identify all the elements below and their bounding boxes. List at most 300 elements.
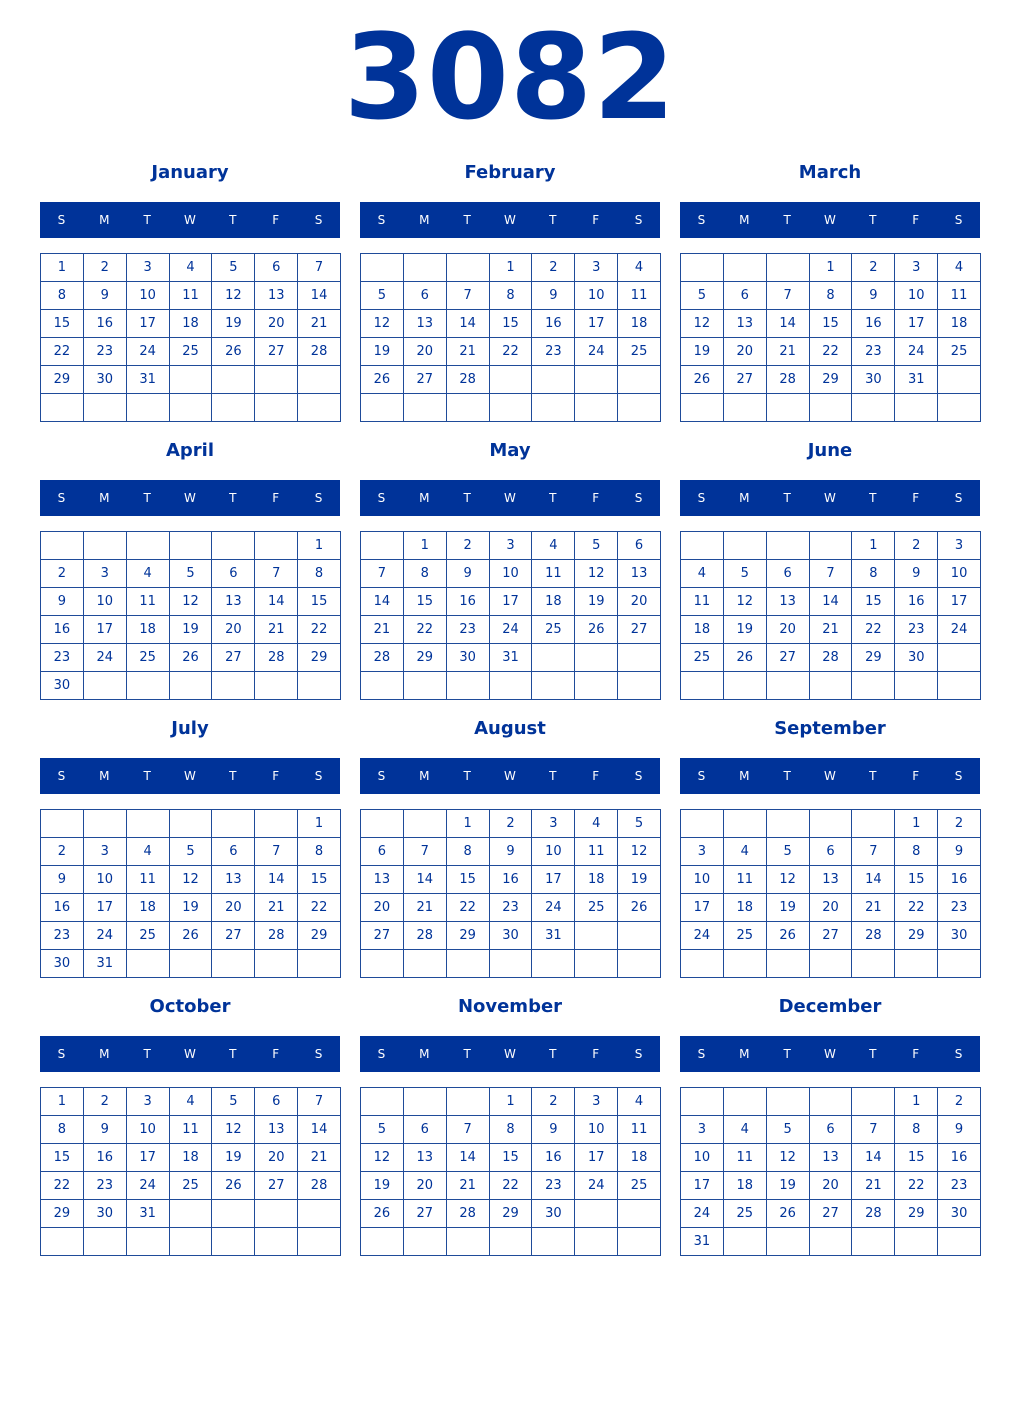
- month-january: [40, 156, 340, 422]
- day-cell: 5: [170, 560, 213, 588]
- empty-day-cell: [810, 950, 853, 978]
- day-cell: 5: [361, 1116, 404, 1144]
- empty-day-cell: [212, 1228, 255, 1256]
- day-cell: 26: [212, 1172, 255, 1200]
- day-cell: 1: [852, 532, 895, 560]
- weekday-header: S: [697, 491, 706, 505]
- day-cell: 4: [170, 254, 213, 282]
- day-cell: 7: [404, 838, 447, 866]
- day-cell: 9: [532, 282, 575, 310]
- day-cell: 18: [724, 1172, 767, 1200]
- day-cell: 8: [490, 282, 533, 310]
- empty-day-cell: [810, 1228, 853, 1256]
- day-cell: 27: [810, 1200, 853, 1228]
- day-cell: 27: [404, 366, 447, 394]
- day-cell: 20: [212, 894, 255, 922]
- weekday-header-row: [40, 202, 340, 238]
- empty-day-cell: [724, 394, 767, 422]
- day-cell: 6: [404, 282, 447, 310]
- day-cell: 21: [298, 310, 341, 338]
- empty-day-cell: [767, 810, 810, 838]
- day-cell: 19: [361, 338, 404, 366]
- weekday-header-row: [680, 480, 980, 516]
- day-cell: 3: [127, 1088, 170, 1116]
- day-cell: 23: [84, 338, 127, 366]
- day-cell: 26: [361, 366, 404, 394]
- empty-day-cell: [490, 1228, 533, 1256]
- weekday-header: S: [377, 491, 386, 505]
- day-cell: 30: [41, 950, 84, 978]
- month-august: [360, 712, 660, 978]
- empty-day-cell: [447, 672, 490, 700]
- weekday-header-row: [360, 758, 660, 794]
- day-cell: 4: [127, 560, 170, 588]
- day-cell: 4: [127, 838, 170, 866]
- empty-day-cell: [298, 366, 341, 394]
- day-cell: 27: [724, 366, 767, 394]
- day-cell: 14: [255, 588, 298, 616]
- day-cell: 30: [41, 672, 84, 700]
- weekday-header: S: [634, 1047, 643, 1061]
- day-cell: 13: [404, 1144, 447, 1172]
- day-cell: 27: [618, 616, 661, 644]
- day-cell: 4: [938, 254, 981, 282]
- day-cell: 21: [361, 616, 404, 644]
- day-cell: 23: [84, 1172, 127, 1200]
- empty-day-cell: [810, 394, 853, 422]
- day-cell: 23: [895, 616, 938, 644]
- weekday-header: F: [912, 769, 920, 783]
- empty-day-cell: [255, 366, 298, 394]
- day-cell: 13: [212, 588, 255, 616]
- day-cell: 30: [490, 922, 533, 950]
- day-cell: 28: [255, 644, 298, 672]
- empty-day-cell: [532, 950, 575, 978]
- day-cell: 17: [490, 588, 533, 616]
- day-cell: 17: [895, 310, 938, 338]
- day-cell: 12: [361, 310, 404, 338]
- day-cell: 15: [404, 588, 447, 616]
- weekday-header: T: [463, 213, 471, 227]
- day-cell: 26: [767, 922, 810, 950]
- day-cell: 31: [84, 950, 127, 978]
- day-cell: 16: [41, 894, 84, 922]
- day-cell: 7: [810, 560, 853, 588]
- day-cell: 23: [41, 922, 84, 950]
- month-march: [680, 156, 980, 422]
- empty-day-cell: [255, 810, 298, 838]
- day-cell: 15: [895, 1144, 938, 1172]
- day-cell: 20: [810, 894, 853, 922]
- day-cell: 26: [212, 338, 255, 366]
- day-cell: 16: [895, 588, 938, 616]
- weekday-header: W: [184, 769, 196, 783]
- day-cell: 24: [575, 1172, 618, 1200]
- weekday-header: T: [783, 213, 791, 227]
- empty-day-cell: [84, 810, 127, 838]
- day-cell: 23: [490, 894, 533, 922]
- day-cell: 25: [618, 338, 661, 366]
- day-cell: 19: [681, 338, 724, 366]
- empty-day-cell: [618, 950, 661, 978]
- day-cell: 21: [447, 1172, 490, 1200]
- day-cell: 8: [41, 282, 84, 310]
- day-cell: 7: [298, 254, 341, 282]
- weekday-header: S: [634, 769, 643, 783]
- day-cell: 4: [618, 1088, 661, 1116]
- day-cell: 6: [255, 1088, 298, 1116]
- month-title: June: [807, 440, 853, 461]
- weekday-header: W: [824, 769, 836, 783]
- empty-day-cell: [938, 672, 981, 700]
- day-cell: 25: [170, 338, 213, 366]
- weekday-header: M: [99, 1047, 110, 1061]
- month-july: [40, 712, 340, 978]
- day-cell: 15: [852, 588, 895, 616]
- day-cell: 31: [490, 644, 533, 672]
- day-cell: 8: [447, 838, 490, 866]
- day-cell: 5: [170, 838, 213, 866]
- weekday-header: S: [697, 1047, 706, 1061]
- day-cell: 12: [618, 838, 661, 866]
- day-cell: 11: [532, 560, 575, 588]
- empty-day-cell: [127, 1228, 170, 1256]
- day-cell: 18: [127, 894, 170, 922]
- day-cell: 6: [255, 254, 298, 282]
- day-cell: 19: [212, 310, 255, 338]
- weekday-header: M: [739, 769, 750, 783]
- day-cell: 2: [938, 1088, 981, 1116]
- weekday-header: S: [377, 213, 386, 227]
- day-cell: 10: [127, 282, 170, 310]
- day-cell: 29: [298, 922, 341, 950]
- day-cell: 13: [212, 866, 255, 894]
- empty-day-cell: [404, 950, 447, 978]
- day-cell: 11: [127, 588, 170, 616]
- day-cell: 19: [767, 894, 810, 922]
- empty-day-cell: [212, 532, 255, 560]
- day-cell: 5: [575, 532, 618, 560]
- day-cell: 31: [532, 922, 575, 950]
- day-cell: 22: [852, 616, 895, 644]
- empty-day-cell: [810, 1088, 853, 1116]
- day-cell: 20: [255, 1144, 298, 1172]
- weekday-header-row: [40, 758, 340, 794]
- day-cell: 10: [84, 588, 127, 616]
- empty-day-cell: [575, 394, 618, 422]
- day-cell: 17: [84, 894, 127, 922]
- day-cell: 3: [127, 254, 170, 282]
- day-cell: 20: [361, 894, 404, 922]
- day-cell: 2: [532, 1088, 575, 1116]
- day-cell: 30: [852, 366, 895, 394]
- day-cell: 26: [170, 922, 213, 950]
- day-cell: 16: [852, 310, 895, 338]
- empty-day-cell: [895, 672, 938, 700]
- day-cell: 23: [938, 894, 981, 922]
- weekday-header: M: [739, 491, 750, 505]
- empty-day-cell: [212, 394, 255, 422]
- day-cell: 5: [767, 838, 810, 866]
- empty-day-cell: [170, 1200, 213, 1228]
- empty-day-cell: [170, 810, 213, 838]
- day-cell: 13: [255, 1116, 298, 1144]
- weekday-header: S: [314, 769, 323, 783]
- day-cell: 22: [41, 1172, 84, 1200]
- day-cell: 12: [170, 866, 213, 894]
- empty-day-cell: [532, 366, 575, 394]
- day-cell: 1: [41, 1088, 84, 1116]
- day-cell: 30: [895, 644, 938, 672]
- day-cell: 10: [575, 282, 618, 310]
- day-cell: 5: [212, 1088, 255, 1116]
- day-cell: 14: [298, 1116, 341, 1144]
- day-cell: 2: [84, 254, 127, 282]
- day-cell: 27: [404, 1200, 447, 1228]
- day-cell: 13: [767, 588, 810, 616]
- day-cell: 28: [255, 922, 298, 950]
- day-cell: 28: [447, 366, 490, 394]
- day-cell: 26: [575, 616, 618, 644]
- empty-day-cell: [490, 672, 533, 700]
- empty-day-cell: [255, 672, 298, 700]
- empty-day-cell: [575, 922, 618, 950]
- day-cell: 16: [41, 616, 84, 644]
- day-cell: 7: [361, 560, 404, 588]
- weekday-header: M: [419, 491, 430, 505]
- empty-day-cell: [938, 1228, 981, 1256]
- day-cell: 3: [575, 1088, 618, 1116]
- day-cell: 11: [724, 866, 767, 894]
- day-cell: 7: [767, 282, 810, 310]
- day-cell: 16: [84, 1144, 127, 1172]
- empty-day-cell: [490, 366, 533, 394]
- month-title: November: [457, 996, 563, 1017]
- weekday-header: F: [912, 491, 920, 505]
- day-cell: 14: [404, 866, 447, 894]
- day-cell: 16: [84, 310, 127, 338]
- weekday-header: W: [184, 213, 196, 227]
- weekday-header: S: [314, 1047, 323, 1061]
- day-cell: 25: [127, 922, 170, 950]
- empty-day-cell: [575, 672, 618, 700]
- day-cell: 24: [938, 616, 981, 644]
- day-cell: 6: [724, 282, 767, 310]
- day-cell: 20: [404, 1172, 447, 1200]
- weekday-header: S: [314, 491, 323, 505]
- empty-day-cell: [255, 394, 298, 422]
- day-cell: 20: [212, 616, 255, 644]
- day-cell: 12: [170, 588, 213, 616]
- day-grid: [40, 531, 341, 700]
- day-cell: 8: [895, 838, 938, 866]
- day-cell: 24: [575, 338, 618, 366]
- day-cell: 22: [447, 894, 490, 922]
- day-cell: 18: [938, 310, 981, 338]
- empty-day-cell: [84, 532, 127, 560]
- weekday-header: S: [954, 769, 963, 783]
- day-cell: 12: [767, 866, 810, 894]
- day-cell: 23: [532, 338, 575, 366]
- day-cell: 11: [170, 1116, 213, 1144]
- day-cell: 14: [767, 310, 810, 338]
- empty-day-cell: [532, 644, 575, 672]
- day-cell: 17: [84, 616, 127, 644]
- day-cell: 6: [767, 560, 810, 588]
- day-cell: 25: [724, 1200, 767, 1228]
- empty-day-cell: [938, 644, 981, 672]
- empty-day-cell: [404, 394, 447, 422]
- day-cell: 23: [938, 1172, 981, 1200]
- day-cell: 1: [895, 810, 938, 838]
- weekday-header: M: [419, 769, 430, 783]
- day-cell: 18: [170, 1144, 213, 1172]
- day-cell: 10: [532, 838, 575, 866]
- day-cell: 27: [212, 922, 255, 950]
- day-cell: 2: [938, 810, 981, 838]
- empty-day-cell: [852, 1088, 895, 1116]
- day-grid: [40, 1087, 341, 1256]
- month-title: April: [165, 440, 215, 461]
- empty-day-cell: [938, 950, 981, 978]
- day-cell: 2: [41, 838, 84, 866]
- day-cell: 11: [618, 282, 661, 310]
- day-cell: 21: [852, 1172, 895, 1200]
- day-cell: 15: [490, 310, 533, 338]
- day-cell: 28: [298, 338, 341, 366]
- weekday-header: T: [463, 769, 471, 783]
- day-cell: 7: [255, 838, 298, 866]
- day-cell: 21: [767, 338, 810, 366]
- day-cell: 18: [618, 1144, 661, 1172]
- weekday-header: W: [824, 491, 836, 505]
- empty-day-cell: [404, 254, 447, 282]
- day-cell: 29: [810, 366, 853, 394]
- empty-day-cell: [84, 1228, 127, 1256]
- weekday-header: M: [419, 1047, 430, 1061]
- day-cell: 3: [895, 254, 938, 282]
- empty-day-cell: [404, 672, 447, 700]
- day-cell: 28: [852, 1200, 895, 1228]
- day-cell: 31: [681, 1228, 724, 1256]
- empty-day-cell: [490, 950, 533, 978]
- empty-day-cell: [810, 810, 853, 838]
- day-cell: 24: [84, 644, 127, 672]
- weekday-header: W: [504, 1047, 516, 1061]
- day-cell: 9: [41, 866, 84, 894]
- empty-day-cell: [255, 1228, 298, 1256]
- day-cell: 17: [575, 310, 618, 338]
- day-cell: 27: [810, 922, 853, 950]
- empty-day-cell: [170, 672, 213, 700]
- weekday-header: M: [99, 769, 110, 783]
- day-cell: 1: [490, 1088, 533, 1116]
- day-cell: 8: [298, 560, 341, 588]
- day-cell: 14: [447, 310, 490, 338]
- day-cell: 19: [170, 616, 213, 644]
- month-november: [360, 990, 660, 1256]
- day-cell: 12: [724, 588, 767, 616]
- day-cell: 26: [361, 1200, 404, 1228]
- weekday-header: F: [272, 769, 280, 783]
- weekday-header: T: [229, 213, 237, 227]
- weekday-header: W: [184, 1047, 196, 1061]
- day-cell: 26: [681, 366, 724, 394]
- day-cell: 29: [895, 1200, 938, 1228]
- day-cell: 25: [170, 1172, 213, 1200]
- day-cell: 17: [681, 894, 724, 922]
- day-cell: 16: [532, 310, 575, 338]
- day-cell: 7: [852, 1116, 895, 1144]
- day-cell: 9: [895, 560, 938, 588]
- weekday-header: T: [463, 1047, 471, 1061]
- empty-day-cell: [767, 394, 810, 422]
- day-cell: 5: [681, 282, 724, 310]
- day-cell: 19: [170, 894, 213, 922]
- empty-day-cell: [852, 394, 895, 422]
- weekday-header: S: [57, 769, 66, 783]
- weekday-header: T: [869, 491, 877, 505]
- day-cell: 3: [681, 838, 724, 866]
- day-cell: 31: [895, 366, 938, 394]
- day-cell: 15: [41, 310, 84, 338]
- day-cell: 18: [575, 866, 618, 894]
- day-cell: 10: [490, 560, 533, 588]
- day-cell: 8: [895, 1116, 938, 1144]
- empty-day-cell: [724, 1228, 767, 1256]
- day-cell: 24: [84, 922, 127, 950]
- empty-day-cell: [852, 672, 895, 700]
- day-cell: 3: [681, 1116, 724, 1144]
- weekday-header-row: [680, 202, 980, 238]
- day-cell: 26: [618, 894, 661, 922]
- weekday-header: T: [549, 213, 557, 227]
- day-cell: 28: [361, 644, 404, 672]
- empty-day-cell: [810, 672, 853, 700]
- month-february: [360, 156, 660, 422]
- day-cell: 22: [404, 616, 447, 644]
- day-grid: [360, 253, 661, 422]
- day-cell: 3: [84, 838, 127, 866]
- empty-day-cell: [404, 1228, 447, 1256]
- weekday-header: M: [99, 213, 110, 227]
- empty-day-cell: [127, 532, 170, 560]
- day-cell: 17: [938, 588, 981, 616]
- day-cell: 27: [255, 338, 298, 366]
- day-cell: 20: [618, 588, 661, 616]
- day-cell: 20: [404, 338, 447, 366]
- day-cell: 17: [575, 1144, 618, 1172]
- day-cell: 20: [255, 310, 298, 338]
- empty-day-cell: [618, 394, 661, 422]
- empty-day-cell: [298, 394, 341, 422]
- day-cell: 22: [298, 616, 341, 644]
- weekday-header: T: [463, 491, 471, 505]
- day-cell: 19: [212, 1144, 255, 1172]
- weekday-header: S: [697, 213, 706, 227]
- empty-day-cell: [490, 394, 533, 422]
- day-cell: 5: [767, 1116, 810, 1144]
- empty-day-cell: [681, 810, 724, 838]
- day-cell: 16: [490, 866, 533, 894]
- day-cell: 24: [532, 894, 575, 922]
- day-cell: 14: [447, 1144, 490, 1172]
- day-cell: 30: [938, 922, 981, 950]
- day-cell: 24: [681, 1200, 724, 1228]
- weekday-header: S: [954, 491, 963, 505]
- day-cell: 13: [404, 310, 447, 338]
- day-cell: 18: [532, 588, 575, 616]
